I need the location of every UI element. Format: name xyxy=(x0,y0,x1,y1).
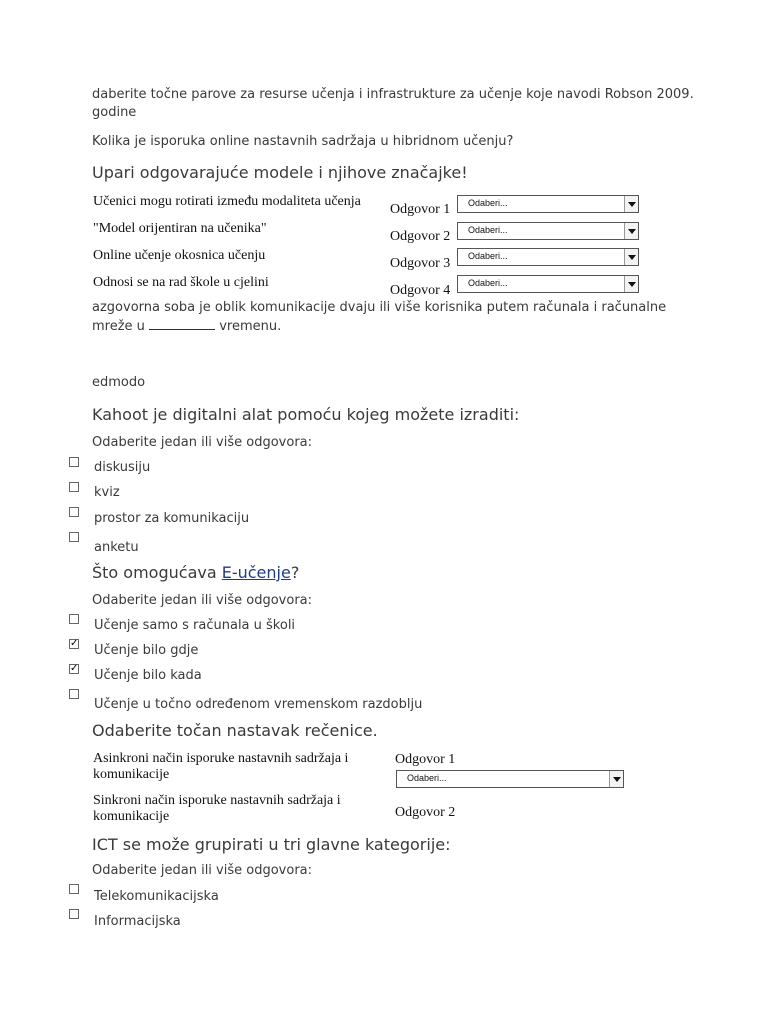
option-label: Učenje samo s računala u školi xyxy=(94,618,296,633)
match-row-2-select[interactable] xyxy=(457,222,639,240)
question-5-heading: Kahoot je digitalni alat pomoću kojeg možete izraditi: xyxy=(92,405,520,424)
select-value: Odaberi... xyxy=(468,198,508,208)
checkbox-kviz[interactable] xyxy=(69,482,79,492)
question-6-heading-after: ? xyxy=(290,563,300,582)
chevron-down-icon xyxy=(624,249,638,265)
checkbox-telekomunikacijska[interactable] xyxy=(69,884,79,894)
option-label: Informacijska xyxy=(94,914,181,929)
match-row-4-text: Odnosi se na rad škole u cjelini xyxy=(93,275,269,290)
checkmark-icon: ✓ xyxy=(70,638,79,649)
option-label: kviz xyxy=(94,485,120,500)
match-row-3-answer-label: Odgovor 3 xyxy=(390,256,451,271)
select-value: Odaberi... xyxy=(468,278,508,288)
question-6-heading xyxy=(92,563,299,582)
question-1-line-2: godine xyxy=(92,105,137,120)
question-5-instruction: Odaberite jedan ili više odgovora: xyxy=(92,435,313,450)
match-row-4-answer-label: Odgovor 4 xyxy=(390,283,451,298)
option-label: diskusiju xyxy=(94,460,151,475)
match-row-3-text: Online učenje okosnica učenju xyxy=(93,248,266,263)
checkmark-icon: ✓ xyxy=(70,663,79,674)
question-8-instruction: Odaberite jedan ili više odgovora: xyxy=(92,863,313,878)
question-1-line-1: daberite točne parove za resurse učenja i infrastrukture za učenje koje navodi Robson 2009. xyxy=(92,87,694,102)
checkbox-prostor-za-komunikaciju[interactable] xyxy=(69,507,79,517)
match-row-4-select[interactable] xyxy=(457,275,639,293)
sentence-row-2-line-2: komunikacije xyxy=(93,809,170,824)
option-label: prostor za komunikaciju xyxy=(94,511,250,526)
match-row-2-answer-label: Odgovor 2 xyxy=(390,229,451,244)
select-value: Odaberi... xyxy=(407,773,447,783)
question-7-heading: Odaberite točan nastavak rečenice. xyxy=(92,721,378,740)
checkbox-ucenje-u-tocno-odredenom[interactable] xyxy=(69,689,79,699)
chevron-down-icon xyxy=(624,276,638,292)
chevron-down-icon xyxy=(624,223,638,239)
option-label: Učenje bilo gdje xyxy=(94,643,199,658)
sentence-row-2-line-1: Sinkroni način isporuke nastavnih sadržaja i xyxy=(93,793,341,808)
checkbox-anketu[interactable] xyxy=(69,532,79,542)
question-4-line-2 xyxy=(92,318,281,334)
question-2-text: Kolika je isporuka online nastavnih sadržaja u hibridnom učenju? xyxy=(92,134,514,149)
option-label: anketu xyxy=(94,540,139,555)
match-row-1-answer-label: Odgovor 1 xyxy=(390,202,451,217)
sentence-row-1-select[interactable] xyxy=(396,770,624,788)
chevron-down-icon xyxy=(609,771,623,787)
checkbox-ucenje-samo-s-racunala[interactable] xyxy=(69,614,79,624)
fill-in-blank xyxy=(149,318,215,330)
select-value: Odaberi... xyxy=(468,225,508,235)
question-6-instruction: Odaberite jedan ili više odgovora: xyxy=(92,593,313,608)
match-row-1-select[interactable] xyxy=(457,195,639,213)
question-4-answer: edmodo xyxy=(92,375,146,390)
question-4-after-blank: vremenu. xyxy=(219,319,282,334)
option-label: Telekomunikacijska xyxy=(94,889,219,904)
sentence-row-2-answer-label: Odgovor 2 xyxy=(395,805,456,820)
checkbox-diskusiju[interactable] xyxy=(69,457,79,467)
question-4-before-blank: mreže u xyxy=(92,319,145,334)
sentence-row-1-answer-label: Odgovor 1 xyxy=(395,752,456,767)
checkbox-informacijska[interactable] xyxy=(69,909,79,919)
option-label: Učenje bilo kada xyxy=(94,668,202,683)
match-row-1-text: Učenici mogu rotirati između modaliteta učenja xyxy=(93,194,361,209)
sentence-row-1-line-1: Asinkroni način isporuke nastavnih sadržaja i xyxy=(93,751,349,766)
question-6-heading-before: Što omogućava xyxy=(92,563,222,582)
question-3-heading: Upari odgovarajuće modele i njihove značajke! xyxy=(92,163,468,182)
match-row-2-text: "Model orijentiran na učenika" xyxy=(93,221,267,236)
match-row-3-select[interactable] xyxy=(457,248,639,266)
option-label: Učenje u točno određenom vremenskom razdoblju xyxy=(94,697,423,712)
question-8-heading: ICT se može grupirati u tri glavne kategorije: xyxy=(92,835,451,854)
checkbox-ucenje-bilo-kada[interactable] xyxy=(69,664,79,674)
checkbox-ucenje-bilo-gdje[interactable] xyxy=(69,639,79,649)
select-value: Odaberi... xyxy=(468,251,508,261)
sentence-row-1-line-2: komunikacije xyxy=(93,767,170,782)
question-4-line-1: azgovorna soba je oblik komunikacije dvaju ili više korisnika putem računala i računalne xyxy=(92,300,667,315)
chevron-down-icon xyxy=(624,196,638,212)
e-ucenje-link[interactable]: E-učenje xyxy=(221,563,291,582)
